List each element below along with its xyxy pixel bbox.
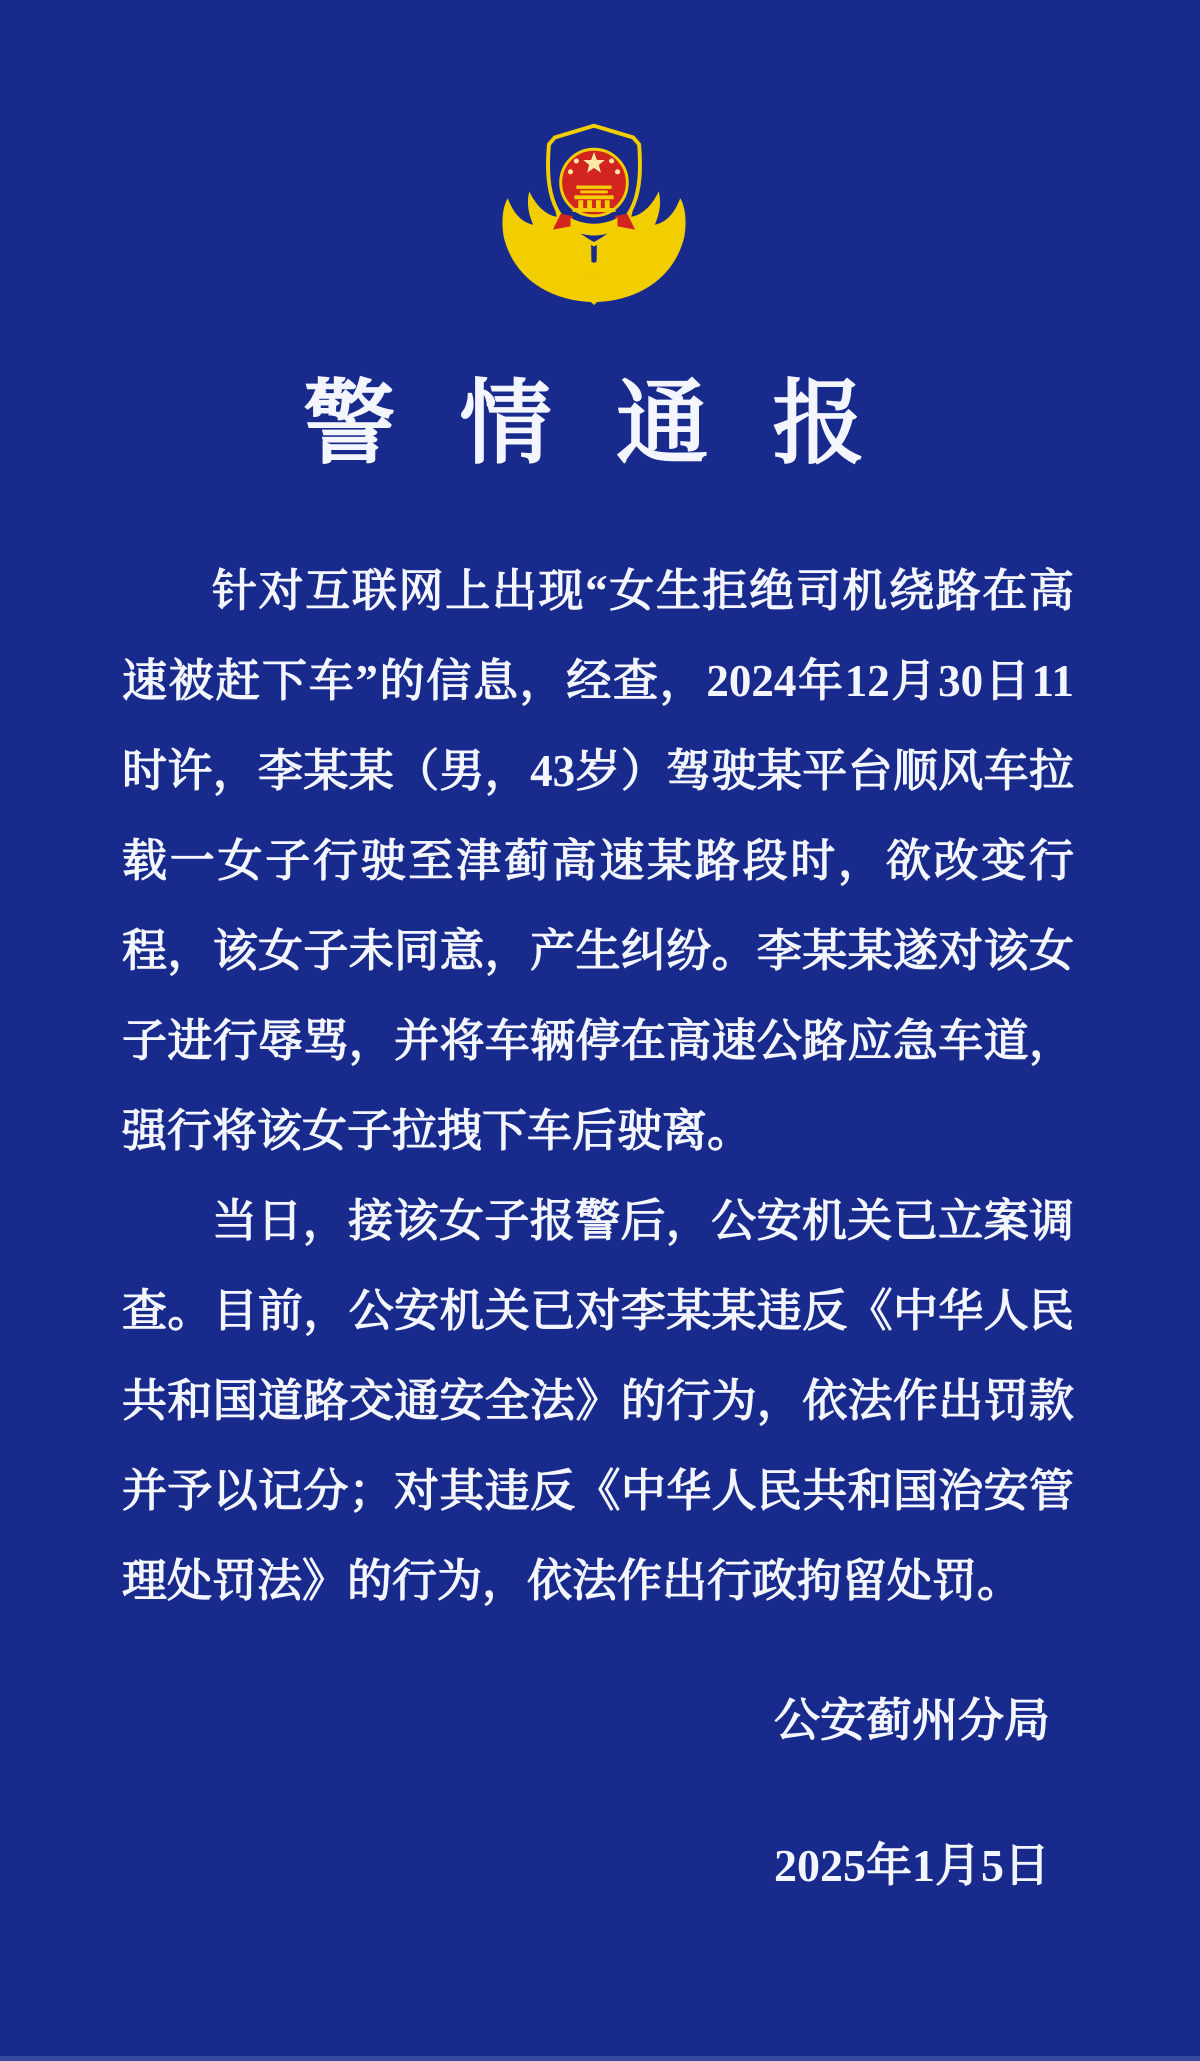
issuer-signature: 公安蓟州分局 [774, 1695, 1050, 1746]
police-badge-icon [491, 112, 697, 308]
notice-paragraph-1: 针对互联网上出现“女生拒绝司机绕路在高速被赶下车”的信息，经查，2024年12月30日11时许，李某某（男，43岁）驾驶某平台顺风车拉载一女子行驶至津蓟高速某路段时，欲改变行程，该女子未同意，产生纠纷。李某某遂对该女子进行辱骂，并将车辆停在高速公路应急车道，强行将该女子拉拽下车后驶离。 [122, 566, 1074, 1156]
bottom-edge-strip [0, 2056, 1200, 2061]
issue-date: 2025年1月5日 [774, 1840, 1050, 1891]
notice-paragraph-2: 当日，接该女子报警后，公安机关已立案调查。目前，公安机关已对李某某违反《中华人民共和国道路交通安全法》的行为，依法作出罚款并予以记分；对其违反《中华人民共和国治安管理处罚法》的行为，依法作出行政拘留处罚。 [122, 1196, 1074, 1606]
notice-body [122, 546, 1074, 1626]
notice-title: 警情通报 [303, 373, 929, 475]
